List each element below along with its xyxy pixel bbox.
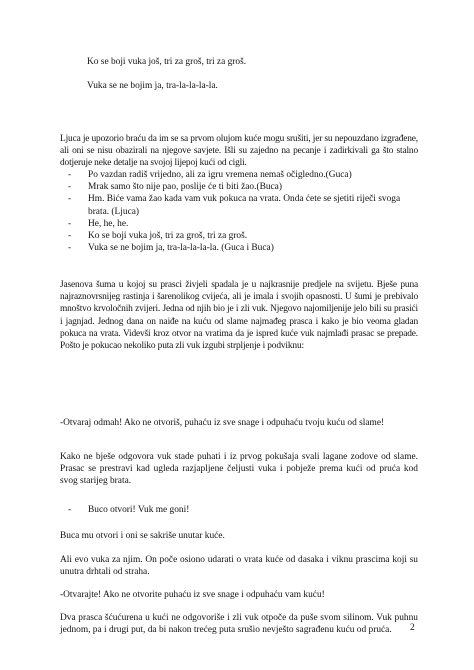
dash-marker: -	[68, 505, 72, 515]
dash-marker: -	[68, 194, 72, 205]
paragraph-straw-house: Kako ne bješe odgovora vuk stade puhati i iz prvog pokušaja svali lagane zodove od slame. Prasac se prestravi kad ugleda razjapljene čeljusti vuka i pobježe prema kući od pruća kod svog starijeg brata.	[60, 452, 418, 487]
page-number: 2	[410, 623, 415, 633]
dialogue-item	[60, 230, 420, 242]
dialogue-list-2	[60, 504, 420, 516]
paragraph-warning: Ljuca je upozorio braću da im se sa prvom olujom kuće mogu srušiti, jer su nepouzdano izgrađene, ali oni se nisu obazirali na njegove savjete. Išli su zajedno na pecanje i zadirkivali ga što stalno dotjeruje neke detalje na svojoj lijepoj kući od cigli.	[60, 134, 418, 169]
dialogue-item	[60, 169, 420, 181]
dialogue-item	[60, 242, 420, 254]
chant-line-1: Ko se boji vuka još, tri za groš, tri za groš.	[87, 57, 247, 67]
paragraph-twig-house: Dva prasca šćućurena u kući ne odgovoriše i zli vuk otpoče da puše svom silinom. Vuk puhnu jednom, pa i drugi put, da bi nakon trećeg puta srušio nevješto sagrađenu kuću od pruća.	[60, 613, 418, 636]
dash-marker: -	[68, 218, 72, 229]
dialogue-text: Vuka se ne bojim ja, tra-la-la-la-la. (Guca i Buca)	[88, 243, 274, 254]
paragraph-wolf-follows: Ali evo vuka za njim. On poče osiono udarati o vrata kuće od dasaka i viknu prascima koji su unutra drhtali od straha.	[60, 555, 418, 578]
dialogue-item	[60, 504, 420, 516]
dialogue-text: Mrak samo što nije pao, poslije će ti biti žao.(Buca)	[88, 182, 282, 193]
dash-marker: -	[68, 182, 72, 193]
paragraph-buca-opens: Buca mu otvori i oni se sakriše unutar kuće.	[60, 531, 225, 541]
dialogue-item	[60, 218, 420, 230]
paragraph-forest: Jasenova šuma u kojoj su prasci živjeli spadala je u najkrasnije predjele na svijetu. Bješe puna najraznovrsnijeg rastinja i šarenolikog cvijeća, ali je imala i svojih opasnosti. U šumi je prebivalo mnoštvo krvoločnih zvijeri. Jedna od njih bio je i zli vuk. Njegovo najomiljenije jelo bili su prasići i jagnjad. Jednog dana on naiđe na kuću od slame najmađeg prasca i kako je bio veoma gladan pokuca na vrata. Videvši kroz otvor na vratima da je ispred kuće vuk najmlađi prasac se prepade. Pošto je pokucao nekoliko puta zli vuk izgubi strpljenje i podviknu:	[60, 280, 418, 352]
dialogue-text: Buco otvori! Vuk me goni!	[88, 505, 190, 515]
dash-marker: -	[68, 231, 72, 242]
dialogue-text: Hm. Biće vama žao kada vam vuk pokuca na vrata. Onda ćete se sjetiti riječi svoga brata. (Ljuca)	[88, 194, 401, 217]
chant-line-2: Vuka se ne bojim ja, tra-la-la-la-la.	[87, 81, 218, 91]
dialogue-list	[60, 169, 420, 254]
dialogue-text: Ko se boji vuka još, tri za groš, tri za groš.	[88, 231, 248, 242]
paragraph-wolf-shout-1: -Otvaraj odmah! Ako ne otvoriš, puhaću iz sve snage i odpuhaću tvoju kuću od slame!	[60, 418, 385, 428]
dialogue-item	[60, 181, 420, 193]
paragraph-wolf-shout-2: -Otvarajte! Ako ne otvorite puhaću iz sve snage i odpuhaću vam kuću!	[60, 590, 325, 600]
dash-marker: -	[68, 243, 72, 254]
dialogue-item	[60, 193, 420, 217]
dialogue-text: Po vazdan radiš vrijedno, ali za igru vremena nemaš očigledno.(Guca)	[88, 170, 352, 180]
dialogue-text: He, he, he.	[88, 218, 129, 229]
dash-marker: -	[68, 170, 72, 180]
